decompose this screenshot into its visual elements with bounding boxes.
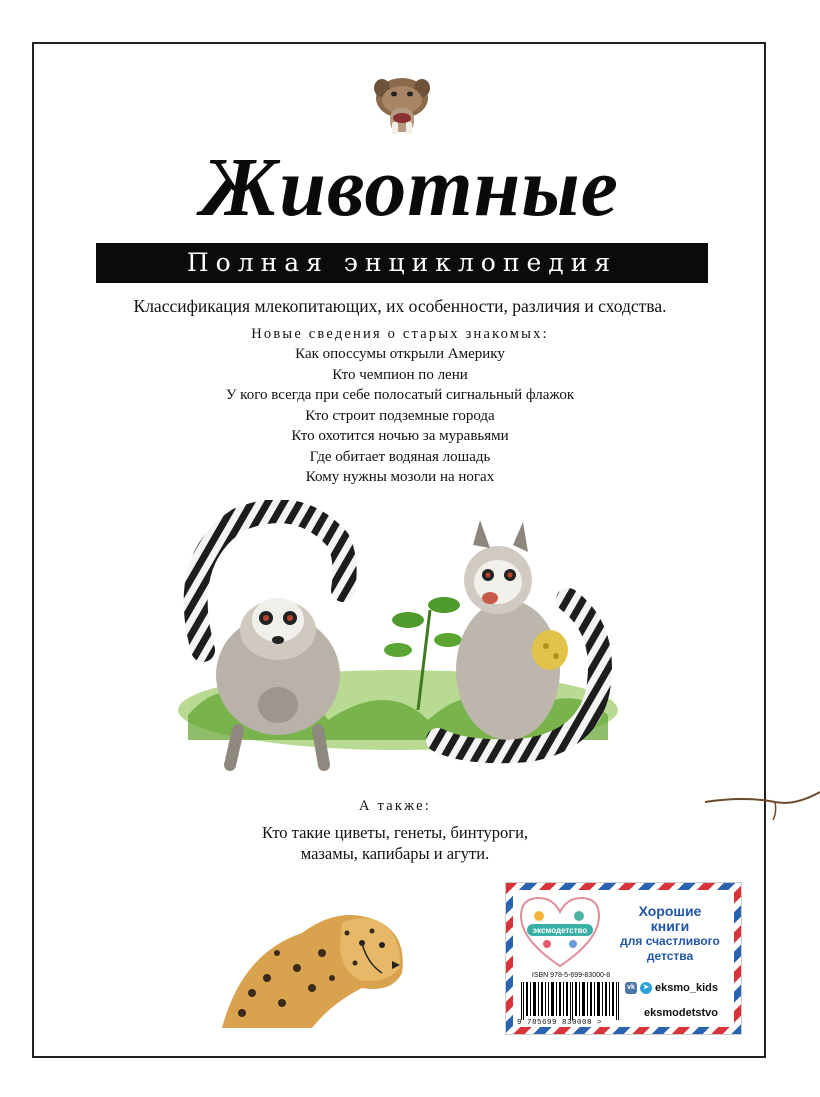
- facts-list: [0, 344, 800, 488]
- lead-text: Классификация млекопитающих, их особенности, различия и сходства.: [133, 296, 667, 316]
- list-item: Где обитает водяная лошадь: [309, 448, 491, 465]
- book-title: Животные: [201, 141, 619, 234]
- also-line: мазамы, капибары и агути.: [300, 844, 490, 863]
- social-handle[interactable]: eksmo_kids: [655, 982, 718, 994]
- book-subtitle: Полная энциклопедия: [96, 243, 708, 283]
- list-item: Кому нужны мозоли на ногах: [305, 469, 495, 485]
- hippo-icon: [370, 70, 434, 140]
- list-item: Кто строит подземные города: [305, 407, 495, 424]
- site-handle[interactable]: eksmodetstvo: [644, 1007, 718, 1019]
- also-text: [0, 822, 790, 864]
- list-item: Как опоссумы открыли Америку: [295, 346, 505, 362]
- also-heading: А также:: [359, 798, 431, 814]
- publisher-card: [505, 882, 742, 1035]
- lemurs-illustration: [168, 500, 628, 785]
- social-row: [625, 982, 718, 994]
- cheetah-illustration: [222, 893, 412, 1028]
- news-heading: Новые сведения о старых знакомых:: [251, 326, 549, 342]
- vk-icon[interactable]: vk: [625, 982, 637, 994]
- list-item: Кто чемпион по лени: [332, 366, 468, 383]
- barcode: [519, 982, 623, 1020]
- slogan-line: Хорошие: [638, 903, 702, 919]
- logo-text: эксмодетство: [532, 926, 588, 935]
- isbn-text: ISBN 978-5-699-83000-8: [531, 972, 611, 979]
- list-item: Кто охотится ночью за муравьями: [291, 428, 509, 444]
- telegram-icon[interactable]: ➤: [640, 982, 652, 994]
- card-inner: [513, 890, 734, 1027]
- slogan: [611, 904, 729, 964]
- slogan-line: книги: [650, 918, 690, 934]
- list-item: У кого всегда при себе полосатый сигнальный флажок: [225, 387, 575, 403]
- slogan-line: детства: [646, 949, 694, 963]
- slogan-line: для счастливого: [620, 934, 720, 948]
- heart-logo-icon: [517, 894, 603, 968]
- barcode-number: 9 785699 830008 >: [517, 1019, 603, 1027]
- also-line: Кто такие циветы, генеты, бинтуроги,: [261, 823, 529, 842]
